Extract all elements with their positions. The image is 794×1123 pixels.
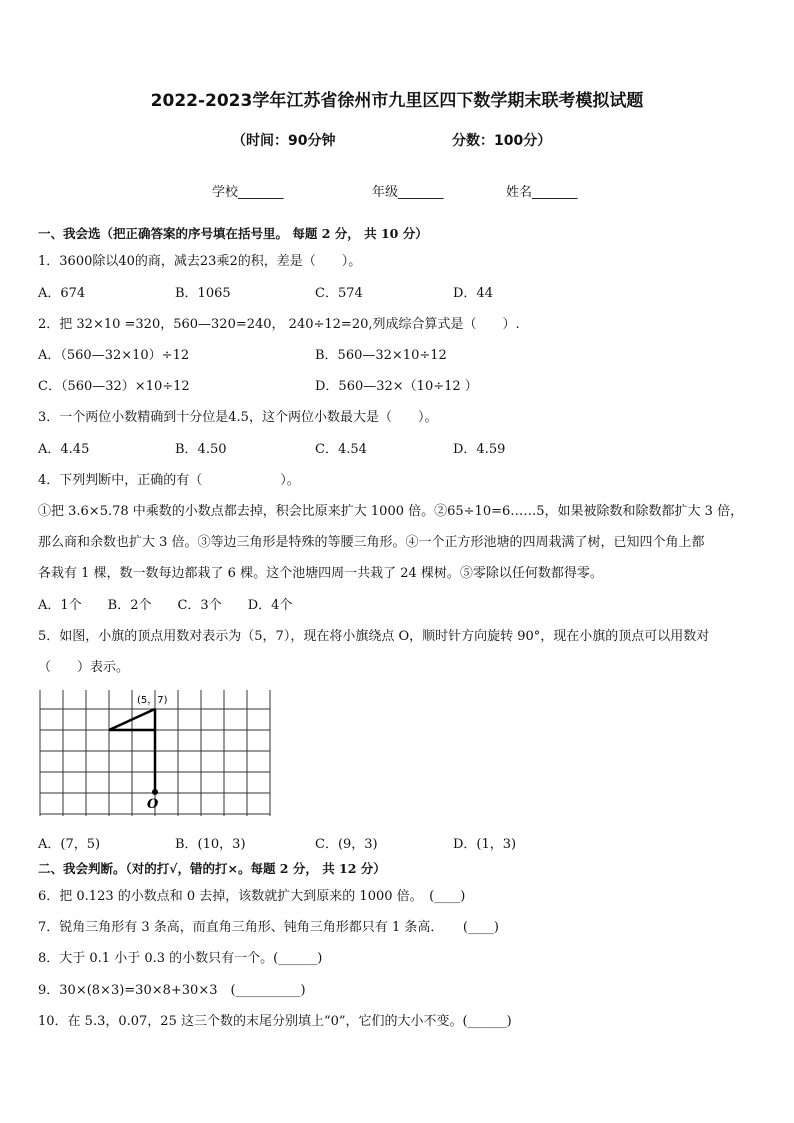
exam-time: （时间：90分钟 — [232, 133, 336, 149]
question-7: 7．锐角三角形有 3 条高，而直角三角形、钝角三角形都只有 1 条高． (____) — [38, 920, 499, 935]
page-title: 2022-2023学年江苏省徐州市九里区四下数学期末联考模拟试题 — [150, 91, 644, 111]
q4-body-line-2: 那么商和余数也扩大 3 倍。③等边三角形是特殊的等腰三角形。④一个正方形池塘的四周栽满了树，已知四个角上都 — [38, 535, 705, 550]
school-field: 学校_______ — [212, 185, 284, 200]
q1-option-a: A．674 — [38, 286, 86, 301]
question-9: 9．30×(8×3)=30×8+30×3 (__________) — [38, 983, 306, 998]
q2-option-b: B．560—32×10÷12 — [315, 348, 447, 363]
q2-option-d: D．560—32×（10÷12 ） — [315, 379, 478, 394]
grade-field: 年级_______ — [372, 185, 444, 200]
q3-option-a: A．4.45 — [38, 442, 90, 457]
q3-option-b: B．4.50 — [175, 442, 227, 457]
flag-grid-figure — [38, 688, 278, 818]
question-1: 1．3600除以40的商，减去23乘2的积，差是（ ）。 — [38, 254, 362, 269]
q3-option-d: D．4.59 — [453, 442, 506, 457]
question-5-cont: （ ）表示。 — [38, 660, 130, 675]
origin-point — [152, 789, 158, 795]
q5-option-d: D．(1，3) — [453, 837, 517, 852]
q2-option-c: C．（560—32）×10÷12 — [38, 379, 190, 394]
section-2-heading: 二、我会判断。（对的打√，错的打×。每题 2 分， 共 12 分） — [38, 861, 386, 876]
name-field: 姓名_______ — [506, 185, 578, 200]
question-2: 2．把 32×10 =320，560—320=240， 240÷12=20,列成综合算式是（ ）. — [38, 317, 520, 332]
q5-option-b: B．(10，3) — [175, 837, 246, 852]
q5-option-a: A．(7，5) — [38, 837, 101, 852]
question-4: 4．下列判断中，正确的有（ ）。 — [38, 473, 300, 488]
origin-label: O — [147, 797, 159, 812]
section-1-heading: 一、我会选（把正确答案的序号填在括号里。 每题 2 分， 共 10 分） — [38, 226, 428, 241]
q1-option-c: C．574 — [315, 286, 363, 301]
exam-score: 分数：100分） — [452, 133, 552, 149]
q4-body-line-1: ①把 3.6×5.78 中乘数的小数点都去掉，积会比原来扩大 1000 倍。②65÷10=6……5，如果被除数和除数都扩大 3 倍， — [38, 504, 744, 519]
question-6: 6．把 0.123 的小数点和 0 去掉，该数就扩大到原来的 1000 倍。 (____) — [38, 889, 466, 904]
q3-option-c: C．4.54 — [315, 442, 367, 457]
q1-option-b: B．1065 — [175, 286, 231, 301]
flag-vertex-label: (5，7) — [137, 695, 168, 706]
question-10: 10．在 5.3，0.07，25 这三个数的末尾分别填上“0”，它们的大小不变。(______) — [38, 1014, 512, 1029]
question-3: 3．一个两位小数精确到十分位是4.5，这个两位小数最大是（ ）。 — [38, 410, 438, 425]
question-5: 5．如图，小旗的顶点用数对表示为（5，7），现在将小旗绕点 O，顺时针方向旋转 90°，现在小旗的顶点可以用数对 — [38, 629, 710, 644]
q4-body-line-3: 各栽有 1 棵，数一数每边都栽了 6 棵。这个池塘四周一共栽了 24 棵树。⑤零除以任何数都得零。 — [38, 566, 603, 581]
q2-option-a: A．（560—32×10）÷12 — [38, 348, 190, 363]
question-8: 8．大于 0.1 小于 0.3 的小数只有一个。(______) — [38, 951, 323, 966]
q5-option-c: C．(9，3) — [315, 837, 378, 852]
q4-options: A．1个 B．2个 C．3个 D．4个 — [38, 598, 293, 613]
q1-option-d: D．44 — [453, 286, 493, 301]
